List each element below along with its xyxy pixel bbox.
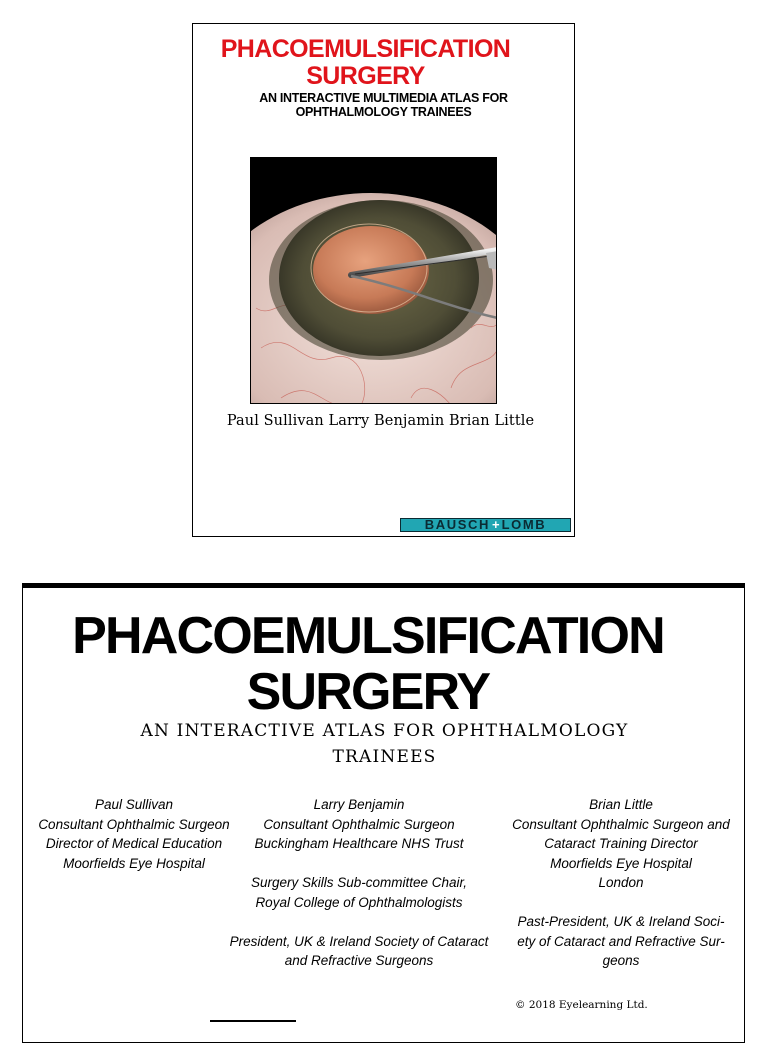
logo-left-text: BAUSCH: [424, 517, 490, 532]
cover-title: [175, 36, 556, 90]
author-detail-line: Past-President, UK & Ireland Soci-: [517, 914, 725, 929]
author-detail-line: London: [598, 875, 644, 890]
author-detail-line: geons: [602, 953, 640, 968]
author-name: Brian Little: [589, 797, 653, 812]
page-edge-mark: [210, 1020, 296, 1026]
author-detail-line: Surgery Skills Sub-committee Chair,: [250, 875, 468, 890]
author-name: Larry Benjamin: [313, 797, 405, 812]
author-detail-line: ety of Cataract and Refractive Sur-: [517, 933, 725, 949]
title-page-subtitle: [23, 718, 746, 770]
author-column-little: [505, 795, 737, 971]
author-detail-line: Cataract Training Director: [544, 836, 698, 851]
author-detail-line: and Refractive Surgeons: [284, 953, 434, 968]
author-column-sullivan: [23, 795, 245, 873]
author-detail-line: Director of Medical Education: [45, 836, 223, 851]
title-page-subtitle-line2: TRAINEES: [332, 747, 437, 767]
author-detail-line: Royal College of Ophthalmologists: [255, 894, 463, 910]
author-line-gap: [218, 912, 500, 932]
cover-title-line2: SURGERY: [306, 62, 425, 90]
title-page-heading-line2: SURGERY: [246, 663, 490, 721]
author-line-gap: [218, 854, 500, 874]
author-detail-line: Consultant Ophthalmic Surgeon and: [512, 816, 730, 832]
cover-title-line1: PHACOEMULSIFICATION: [220, 35, 511, 63]
title-page: [22, 583, 745, 1043]
cover-authors: Paul Sullivan Larry Benjamin Brian Little: [226, 413, 535, 429]
cover-subtitle-line1: AN INTERACTIVE MULTIMEDIA ATLAS FOR: [259, 91, 508, 105]
copyright-notice: © 2018 Eyelearning Ltd.: [515, 999, 648, 1011]
bausch-lomb-logo: [400, 518, 571, 532]
author-detail-line: Consultant Ophthalmic Surgeon: [38, 816, 230, 832]
author-line-gap: [505, 893, 737, 913]
author-detail-line: Moorfields Eye Hospital: [550, 855, 692, 871]
author-detail-line: Consultant Ophthalmic Surgeon: [263, 816, 455, 832]
title-page-heading-line1: PHACOEMULSIFICATION: [72, 607, 664, 665]
book-cover: [192, 23, 575, 537]
author-name: Paul Sullivan: [94, 797, 174, 812]
eye-surgery-photo: [250, 157, 497, 404]
title-page-subtitle-line1: AN INTERACTIVE ATLAS FOR OPHTHALMOLOGY: [140, 721, 629, 741]
logo-plus-icon: +: [491, 517, 500, 532]
cover-subtitle: [193, 91, 574, 119]
logo-right-text: LOMB: [501, 517, 547, 532]
title-page-heading: [23, 608, 713, 720]
author-detail-line: Buckingham Healthcare NHS Trust: [254, 836, 464, 851]
eye-surgery-illustration: [251, 158, 497, 404]
author-column-benjamin: [218, 795, 500, 971]
cover-subtitle-line2: OPHTHALMOLOGY TRAINEES: [295, 105, 472, 119]
author-detail-line: Moorfields Eye Hospital: [63, 855, 205, 871]
author-detail-line: President, UK & Ireland Society of Cataract: [229, 933, 489, 949]
